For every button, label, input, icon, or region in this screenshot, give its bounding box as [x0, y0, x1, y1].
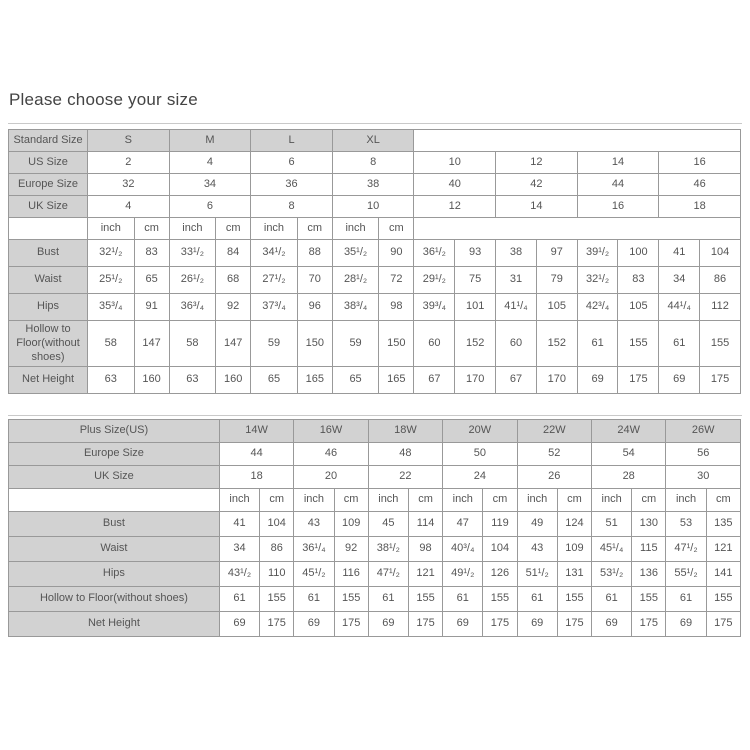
page-title: Please choose your size [9, 90, 198, 109]
unit-cell: cm [483, 489, 517, 512]
measure-value-cell: 109 [557, 537, 591, 562]
measure-value-cell: 119 [483, 512, 517, 537]
measure-value-cell: 69 [577, 367, 618, 394]
measure-value-cell: 83 [134, 240, 169, 267]
size-row [9, 174, 741, 196]
measure-value-cell: 33¹/₂ [169, 240, 215, 267]
measure-value-cell: 61 [577, 321, 618, 367]
measure-value-cell: 175 [408, 612, 442, 637]
row-label: UK Size [9, 466, 220, 489]
unit-cell: cm [706, 489, 740, 512]
measure-value-cell: 152 [455, 321, 496, 367]
row-label: Hollow to Floor(without shoes) [9, 321, 88, 367]
standard-size-table [8, 129, 741, 394]
measure-value-cell: 72 [379, 267, 414, 294]
measure-value-cell: 60 [496, 321, 537, 367]
measure-value-cell: 155 [408, 587, 442, 612]
measure-value-cell: 51 [591, 512, 631, 537]
unit-corner-cell [9, 489, 220, 512]
unit-cell: inch [666, 489, 706, 512]
size-value-cell: 44 [577, 174, 659, 196]
measure-value-cell: 27¹/₂ [251, 267, 297, 294]
measure-value-cell: 115 [632, 537, 666, 562]
measure-value-cell: 114 [408, 512, 442, 537]
measure-value-cell: 160 [134, 367, 169, 394]
measure-value-cell: 160 [216, 367, 251, 394]
unit-cell: cm [134, 218, 169, 240]
row-label: Waist [9, 537, 220, 562]
measure-value-cell: 61 [443, 587, 483, 612]
measure-value-cell: 93 [455, 240, 496, 267]
measure-value-cell: 47¹/₂ [368, 562, 408, 587]
size-value-cell: 18 [219, 466, 293, 489]
measure-value-cell: 147 [134, 321, 169, 367]
measure-value-cell: 175 [557, 612, 591, 637]
measure-value-cell: 69 [591, 612, 631, 637]
measure-value-cell: 61 [219, 587, 259, 612]
measure-value-cell: 41 [659, 240, 700, 267]
measure-value-cell: 98 [408, 537, 442, 562]
measure-value-cell: 65 [332, 367, 378, 394]
measure-value-cell: 175 [700, 367, 741, 394]
measure-row [9, 537, 741, 562]
measure-value-cell: 43 [517, 537, 557, 562]
measure-value-cell: 61 [368, 587, 408, 612]
size-group-header: 18W [368, 420, 442, 443]
size-value-cell: 10 [414, 152, 496, 174]
unit-cell: inch [251, 218, 297, 240]
row-label: Europe Size [9, 443, 220, 466]
measure-value-cell: 112 [700, 294, 741, 321]
measure-value-cell: 61 [591, 587, 631, 612]
measure-row [9, 267, 741, 294]
row-label: Europe Size [9, 174, 88, 196]
unit-cell: inch [169, 218, 215, 240]
size-value-cell: 10 [332, 196, 414, 218]
size-group-row [9, 420, 741, 443]
unit-cell: inch [368, 489, 408, 512]
measure-value-cell: 84 [216, 240, 251, 267]
size-value-cell: 8 [251, 196, 333, 218]
unit-cell: cm [297, 218, 332, 240]
measure-value-cell: 39³/₄ [414, 294, 455, 321]
size-group-header: 26W [666, 420, 741, 443]
size-group-header: 14W [219, 420, 293, 443]
size-value-cell: 2 [88, 152, 170, 174]
size-value-cell: 14 [496, 196, 578, 218]
measure-value-cell: 65 [251, 367, 297, 394]
row-label: Net Height [9, 612, 220, 637]
measure-value-cell: 79 [536, 267, 577, 294]
measure-value-cell: 90 [379, 240, 414, 267]
measure-value-cell: 175 [334, 612, 368, 637]
size-value-cell: 28 [591, 466, 665, 489]
measure-value-cell: 150 [297, 321, 332, 367]
size-group-header: L [251, 130, 333, 152]
measure-value-cell: 55¹/₂ [666, 562, 706, 587]
measure-value-cell: 53¹/₂ [591, 562, 631, 587]
size-value-cell: 14 [577, 152, 659, 174]
measure-value-cell: 63 [169, 367, 215, 394]
size-value-cell: 40 [414, 174, 496, 196]
measure-value-cell: 104 [260, 512, 294, 537]
row-label: UK Size [9, 196, 88, 218]
size-value-cell: 34 [169, 174, 251, 196]
measure-value-cell: 41 [219, 512, 259, 537]
size-group-row [9, 130, 741, 152]
row-label: US Size [9, 152, 88, 174]
size-group-header: 22W [517, 420, 591, 443]
measure-value-cell: 86 [700, 267, 741, 294]
unit-cell: cm [557, 489, 591, 512]
measure-value-cell: 69 [368, 612, 408, 637]
measure-value-cell: 121 [408, 562, 442, 587]
measure-value-cell: 91 [134, 294, 169, 321]
measure-value-cell: 61 [517, 587, 557, 612]
measure-value-cell: 67 [496, 367, 537, 394]
measure-value-cell: 131 [557, 562, 591, 587]
measure-value-cell: 34 [219, 537, 259, 562]
measure-value-cell: 45 [368, 512, 408, 537]
measure-value-cell: 126 [483, 562, 517, 587]
measure-value-cell: 44¹/₄ [659, 294, 700, 321]
row-label: Hollow to Floor(without shoes) [9, 587, 220, 612]
measure-value-cell: 155 [334, 587, 368, 612]
measure-value-cell: 175 [706, 612, 740, 637]
measure-value-cell: 45¹/₂ [294, 562, 334, 587]
size-value-cell: 4 [169, 152, 251, 174]
size-group-header: M [169, 130, 251, 152]
measure-value-cell: 32¹/₂ [577, 267, 618, 294]
measure-value-cell: 150 [379, 321, 414, 367]
measure-value-cell: 175 [618, 367, 659, 394]
measure-value-cell: 42³/₄ [577, 294, 618, 321]
measure-value-cell: 29¹/₂ [414, 267, 455, 294]
unit-row [9, 218, 741, 240]
measure-value-cell: 155 [483, 587, 517, 612]
measure-value-cell: 170 [455, 367, 496, 394]
measure-value-cell: 69 [666, 612, 706, 637]
measure-value-cell: 68 [216, 267, 251, 294]
measure-value-cell: 49¹/₂ [443, 562, 483, 587]
measure-value-cell: 109 [334, 512, 368, 537]
size-value-cell: 16 [659, 152, 741, 174]
size-value-cell: 44 [219, 443, 293, 466]
measure-value-cell: 41¹/₄ [496, 294, 537, 321]
unit-cell: inch [294, 489, 334, 512]
size-row [9, 466, 741, 489]
measure-value-cell: 32¹/₂ [88, 240, 134, 267]
measure-value-cell: 165 [379, 367, 414, 394]
unit-row [9, 489, 741, 512]
size-row [9, 152, 741, 174]
measure-value-cell: 45¹/₄ [591, 537, 631, 562]
size-value-cell: 48 [368, 443, 442, 466]
measure-value-cell: 59 [332, 321, 378, 367]
size-group-header: 24W [591, 420, 665, 443]
measure-value-cell: 155 [260, 587, 294, 612]
measure-value-cell: 155 [706, 587, 740, 612]
measure-value-cell: 86 [260, 537, 294, 562]
size-value-cell: 36 [251, 174, 333, 196]
measure-value-cell: 39¹/₂ [577, 240, 618, 267]
measure-value-cell: 61 [659, 321, 700, 367]
unit-cell: cm [260, 489, 294, 512]
measure-value-cell: 37³/₄ [251, 294, 297, 321]
unit-cell: cm [216, 218, 251, 240]
measure-value-cell: 135 [706, 512, 740, 537]
size-value-cell: 26 [517, 466, 591, 489]
size-group-header: XL [332, 130, 414, 152]
measure-value-cell: 130 [632, 512, 666, 537]
measure-value-cell: 51¹/₂ [517, 562, 557, 587]
size-value-cell: 30 [666, 466, 741, 489]
measure-value-cell: 63 [88, 367, 134, 394]
measure-value-cell: 65 [134, 267, 169, 294]
measure-value-cell: 36³/₄ [169, 294, 215, 321]
measure-value-cell: 121 [706, 537, 740, 562]
measure-row [9, 562, 741, 587]
measure-value-cell: 98 [379, 294, 414, 321]
row-label: Hips [9, 562, 220, 587]
size-value-cell: 46 [294, 443, 368, 466]
measure-value-cell: 105 [618, 294, 659, 321]
unit-cell: cm [632, 489, 666, 512]
measure-value-cell: 36¹/₄ [294, 537, 334, 562]
row-label: Bust [9, 240, 88, 267]
unit-cell: cm [379, 218, 414, 240]
size-value-cell: 18 [659, 196, 741, 218]
measure-value-cell: 104 [700, 240, 741, 267]
size-value-cell: 20 [294, 466, 368, 489]
measure-value-cell: 26¹/₂ [169, 267, 215, 294]
size-value-cell: 32 [88, 174, 170, 196]
size-group-header: S [88, 130, 170, 152]
measure-value-cell: 155 [632, 587, 666, 612]
corner-label: Plus Size(US) [9, 420, 220, 443]
measure-value-cell: 136 [632, 562, 666, 587]
unit-cell: inch [219, 489, 259, 512]
measure-value-cell: 69 [517, 612, 557, 637]
measure-value-cell: 92 [334, 537, 368, 562]
measure-value-cell: 92 [216, 294, 251, 321]
measure-value-cell: 40³/₄ [443, 537, 483, 562]
measure-value-cell: 47¹/₂ [666, 537, 706, 562]
measure-value-cell: 124 [557, 512, 591, 537]
measure-value-cell: 105 [536, 294, 577, 321]
measure-value-cell: 165 [297, 367, 332, 394]
measure-value-cell: 69 [294, 612, 334, 637]
measure-value-cell: 47 [443, 512, 483, 537]
measure-row [9, 240, 741, 267]
measure-value-cell: 155 [557, 587, 591, 612]
row-label: Hips [9, 294, 88, 321]
measure-value-cell: 100 [618, 240, 659, 267]
unit-cell: inch [332, 218, 378, 240]
size-value-cell: 8 [332, 152, 414, 174]
measure-value-cell: 175 [632, 612, 666, 637]
row-label: Net Height [9, 367, 88, 394]
unit-cell: inch [88, 218, 134, 240]
measure-value-cell: 69 [219, 612, 259, 637]
measure-value-cell: 43¹/₂ [219, 562, 259, 587]
measure-value-cell: 155 [618, 321, 659, 367]
measure-value-cell: 49 [517, 512, 557, 537]
size-value-cell: 50 [443, 443, 517, 466]
measure-value-cell: 175 [483, 612, 517, 637]
unit-cell: inch [517, 489, 557, 512]
size-value-cell: 56 [666, 443, 741, 466]
measure-row [9, 587, 741, 612]
size-group-header: 16W [294, 420, 368, 443]
measure-value-cell: 152 [536, 321, 577, 367]
size-value-cell: 42 [496, 174, 578, 196]
measure-value-cell: 175 [260, 612, 294, 637]
measure-value-cell: 155 [700, 321, 741, 367]
size-value-cell: 6 [251, 152, 333, 174]
measure-value-cell: 69 [659, 367, 700, 394]
measure-value-cell: 59 [251, 321, 297, 367]
size-value-cell: 12 [414, 196, 496, 218]
measure-value-cell: 88 [297, 240, 332, 267]
size-value-cell: 12 [496, 152, 578, 174]
corner-label: Standard Size [9, 130, 88, 152]
measure-value-cell: 38 [496, 240, 537, 267]
measure-value-cell: 110 [260, 562, 294, 587]
measure-value-cell: 83 [618, 267, 659, 294]
unit-cell: cm [334, 489, 368, 512]
measure-value-cell: 97 [536, 240, 577, 267]
measure-value-cell: 101 [455, 294, 496, 321]
size-row [9, 443, 741, 466]
measure-value-cell: 96 [297, 294, 332, 321]
size-value-cell: 6 [169, 196, 251, 218]
measure-value-cell: 38¹/₂ [368, 537, 408, 562]
measure-row [9, 367, 741, 394]
size-value-cell: 38 [332, 174, 414, 196]
row-label: Waist [9, 267, 88, 294]
size-value-cell: 54 [591, 443, 665, 466]
measure-value-cell: 67 [414, 367, 455, 394]
measure-value-cell: 75 [455, 267, 496, 294]
row-label: Bust [9, 512, 220, 537]
size-value-cell: 22 [368, 466, 442, 489]
measure-value-cell: 35³/₄ [88, 294, 134, 321]
measure-value-cell: 38³/₄ [332, 294, 378, 321]
size-value-cell: 16 [577, 196, 659, 218]
measure-value-cell: 147 [216, 321, 251, 367]
measure-value-cell: 34 [659, 267, 700, 294]
unit-cell: inch [443, 489, 483, 512]
unit-cell: cm [408, 489, 442, 512]
measure-value-cell: 36¹/₂ [414, 240, 455, 267]
divider [8, 123, 742, 124]
measure-value-cell: 61 [294, 587, 334, 612]
size-group-header: 20W [443, 420, 517, 443]
measure-value-cell: 58 [88, 321, 134, 367]
measure-row [9, 321, 741, 367]
measure-value-cell: 58 [169, 321, 215, 367]
divider [8, 415, 742, 416]
measure-row [9, 512, 741, 537]
size-value-cell: 46 [659, 174, 741, 196]
measure-value-cell: 60 [414, 321, 455, 367]
measure-value-cell: 53 [666, 512, 706, 537]
measure-value-cell: 25¹/₂ [88, 267, 134, 294]
plus-size-table [8, 419, 741, 637]
size-value-cell: 24 [443, 466, 517, 489]
size-value-cell: 52 [517, 443, 591, 466]
measure-row [9, 294, 741, 321]
size-row [9, 196, 741, 218]
measure-value-cell: 28¹/₂ [332, 267, 378, 294]
measure-value-cell: 104 [483, 537, 517, 562]
measure-value-cell: 43 [294, 512, 334, 537]
size-value-cell: 4 [88, 196, 170, 218]
measure-value-cell: 70 [297, 267, 332, 294]
measure-value-cell: 69 [443, 612, 483, 637]
measure-row [9, 612, 741, 637]
measure-value-cell: 34¹/₂ [251, 240, 297, 267]
measure-value-cell: 61 [666, 587, 706, 612]
measure-value-cell: 31 [496, 267, 537, 294]
measure-value-cell: 116 [334, 562, 368, 587]
measure-value-cell: 141 [706, 562, 740, 587]
unit-cell: inch [591, 489, 631, 512]
unit-corner-cell [9, 218, 88, 240]
measure-value-cell: 170 [536, 367, 577, 394]
measure-value-cell: 35¹/₂ [332, 240, 378, 267]
